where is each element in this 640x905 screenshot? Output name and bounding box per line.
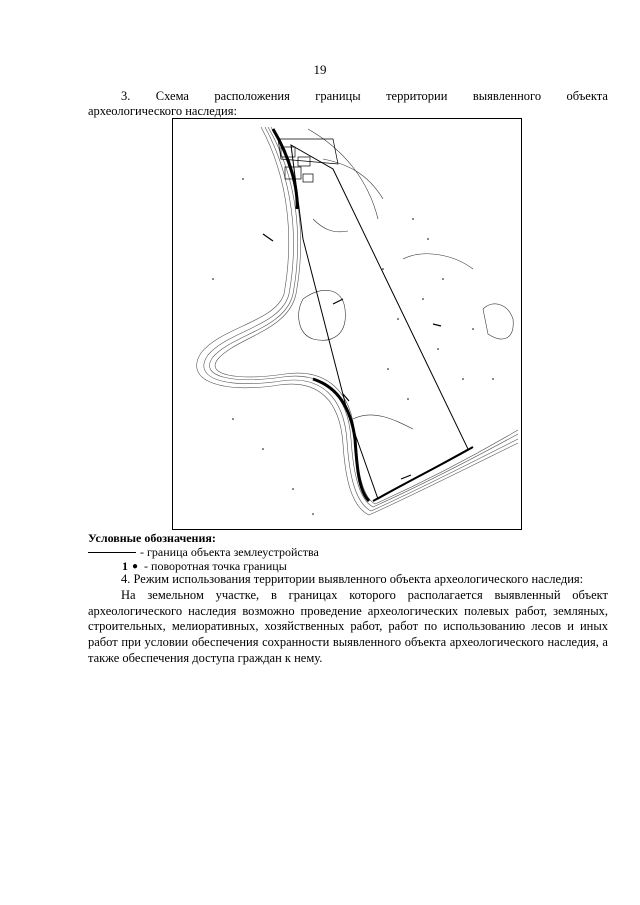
map-markers [212,178,494,515]
boundary-line-symbol [88,552,136,553]
heading-word: выявленного [472,89,542,103]
legend-boundary-label: - граница объекта землеустройства [140,544,319,559]
section-4 [88,572,608,667]
map-annotations [263,234,441,479]
page-number: 19 [313,62,327,77]
legend-row-boundary [88,545,319,559]
terrain-features [299,129,514,429]
heading-word: расположения [214,89,290,103]
heading-word: 3. [121,89,131,103]
shoreline-south [313,379,369,501]
legend-point-label: - поворотная точка границы [144,558,287,573]
heading-word: Схема [155,89,189,103]
heading-word: границы [315,89,361,103]
site-map [172,118,522,530]
object-boundary [291,145,468,499]
turning-point-icon: ● [132,560,139,572]
legend-row-point [88,559,319,573]
heading-word: территории [386,89,448,103]
legend-title: Условные обозначения: [88,531,216,545]
section-4-heading: 4. Режим использования территории выявленного объекта археологического наследия: [121,572,584,586]
section-3-heading-line1 [88,89,608,104]
legend-point-number: 1 [122,558,128,573]
section-4-paragraph: На земельном участке, в границах которого располагается выявленный объект археологического наследия возможно проведение археологических полевых работ, земляных, строительных, мелиоративных, хозяйственных работ, работ по использованию лесов и иных работ при условии обеспечения сохранности выявленного объекта археологического наследия, а также обеспечения доступа граждан к нему. [88,587,608,665]
legend [88,532,319,573]
heading-word: объекта [566,89,608,103]
section-3-heading [88,89,608,119]
section-3-heading-line2: археологического наследия: [88,104,237,118]
site-map-drawing [173,119,522,530]
